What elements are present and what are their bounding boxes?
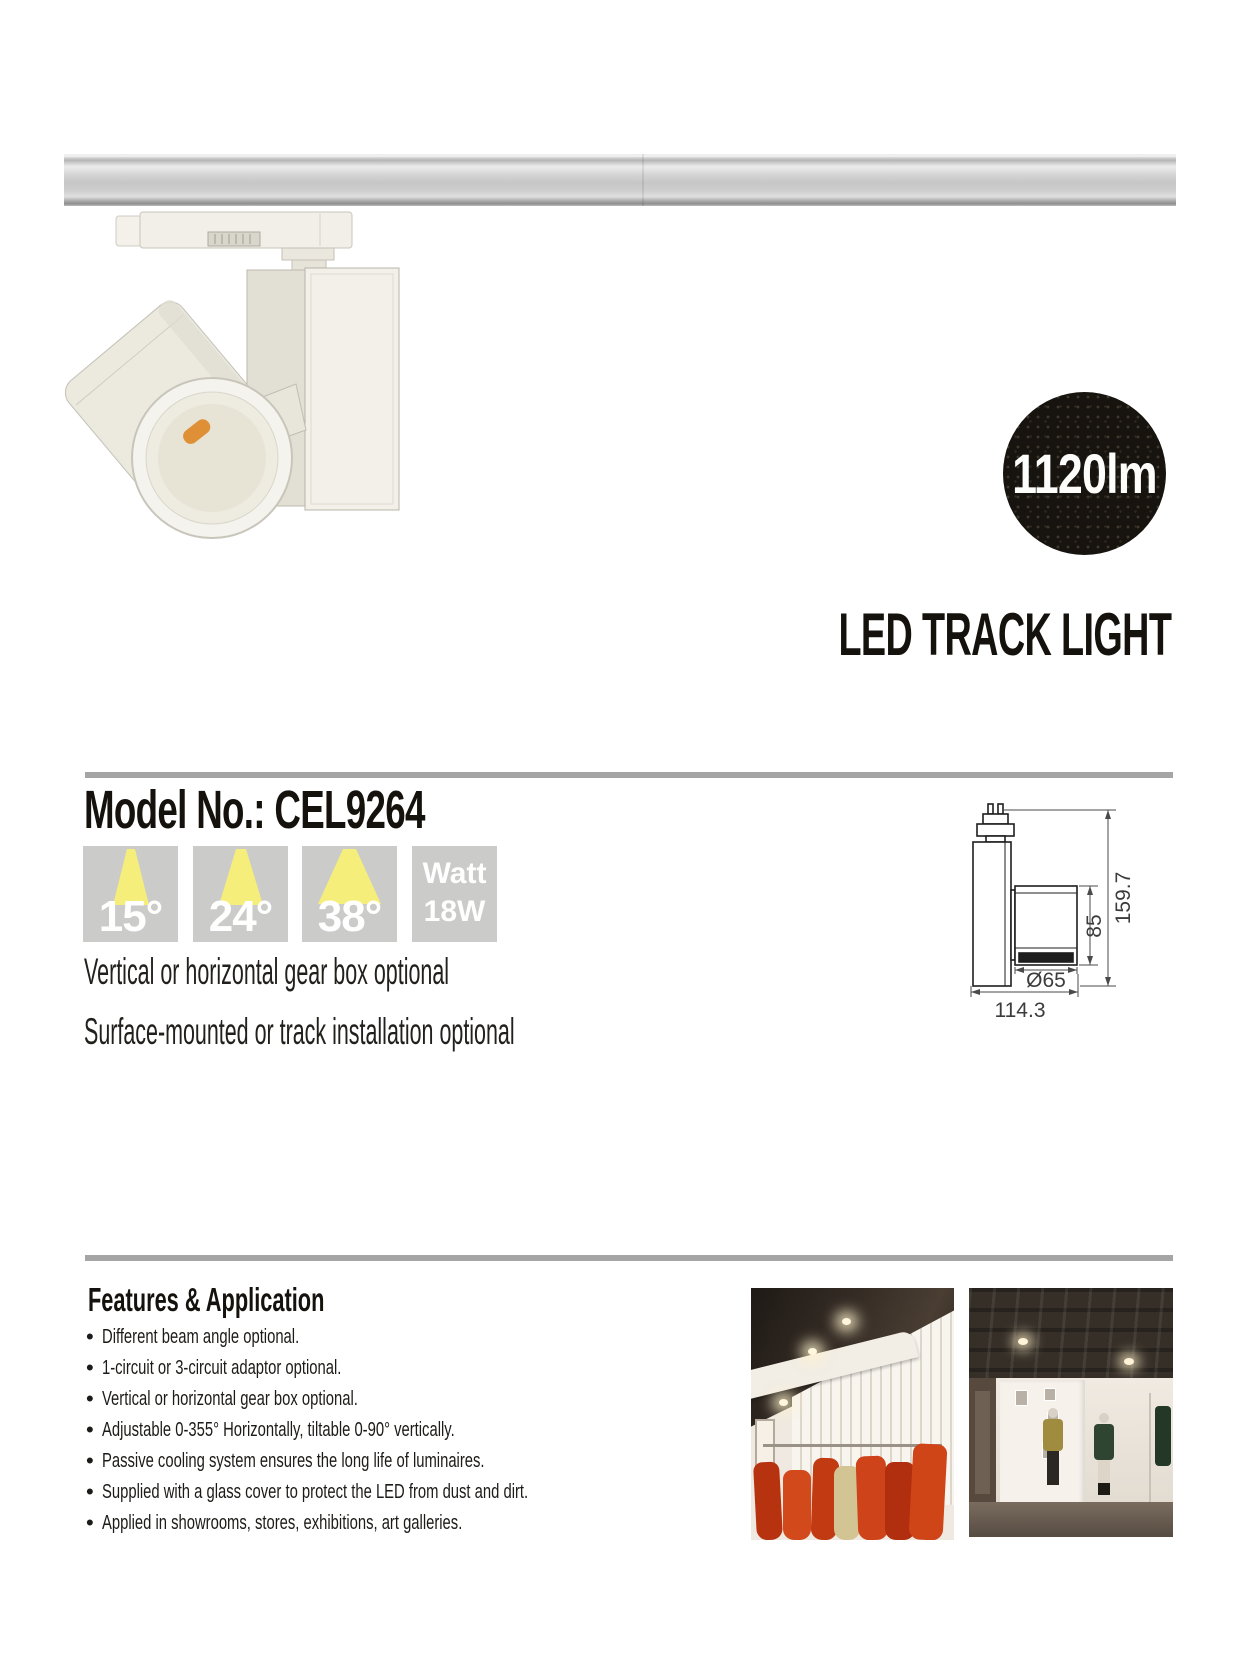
drawing-adapter — [988, 804, 993, 814]
coat-shape — [753, 1461, 783, 1540]
dimension-width: 114.3 — [994, 999, 1046, 1022]
coat-shape — [909, 1443, 948, 1540]
option-line-mounting: Surface-mounted or track installation optional — [84, 1011, 515, 1052]
lumen-value: 1120lm — [1012, 442, 1157, 505]
coat-shape — [783, 1470, 811, 1540]
lumen-badge — [1003, 392, 1166, 555]
dimension-diameter: Ø65 — [1026, 969, 1066, 992]
photo-coat-row — [751, 1439, 954, 1540]
frosted-lens — [158, 404, 266, 512]
gear-box — [305, 268, 399, 510]
track-adapter-tab — [116, 216, 142, 246]
feature-item: • 1-circuit or 3-circuit adaptor optional. — [86, 1353, 746, 1383]
feature-list — [86, 1322, 746, 1539]
coat-shape — [855, 1456, 888, 1540]
photo-floor-shape — [969, 1502, 1173, 1537]
section-divider — [85, 772, 1173, 778]
section-divider — [85, 1255, 1173, 1261]
feature-item: • Supplied with a glass cover to protect the LED from dust and dirt. — [86, 1477, 746, 1507]
page-title: LED TRACK LIGHT — [838, 601, 1171, 668]
dimension-drawing — [898, 790, 1168, 1035]
beam-angle-label: 24° — [208, 892, 273, 941]
feature-item: • Vertical or horizontal gear box optional. — [86, 1384, 746, 1414]
photo-doorway-shape — [969, 1378, 996, 1507]
option-line-gearbox: Vertical or horizontal gear box optional — [84, 951, 450, 992]
photo-ceiling-shape — [969, 1288, 1173, 1378]
feature-item: • Adjustable 0-355° Horizontally, tiltable 0-90° vertically. — [86, 1415, 746, 1445]
model-number-heading: Model No.: CEL9264 — [84, 780, 425, 840]
features-heading: Features & Application — [88, 1281, 325, 1318]
beam-angle-label: 15° — [98, 892, 163, 941]
wattage-badge — [412, 846, 497, 942]
application-photo-gallery — [969, 1288, 1173, 1537]
adapter-collar — [282, 248, 334, 260]
dimension-total-height: 159.7 — [1112, 871, 1135, 925]
beam-angle-label: 38° — [317, 892, 382, 941]
application-photo-showroom — [751, 1288, 954, 1540]
watt-title: Watt — [422, 857, 487, 890]
watt-value: 18W — [423, 895, 486, 928]
dimension-head-height: 85 — [1083, 914, 1106, 938]
product-photo-track-light — [60, 190, 480, 540]
feature-item: • Applied in showrooms, stores, exhibitions, art galleries. — [86, 1508, 746, 1538]
picture-frame-shape — [1044, 1388, 1056, 1401]
feature-item: • Different beam angle optional. — [86, 1322, 746, 1352]
spotlight-glow — [1018, 1338, 1028, 1345]
mannequin-shape — [1040, 1408, 1066, 1504]
beam-angle-badge-38 — [302, 846, 397, 942]
beam-angle-badge-15 — [83, 846, 178, 942]
beam-angle-badge-24 — [193, 846, 288, 942]
mannequin-shape — [1091, 1413, 1117, 1509]
spotlight-glow — [1124, 1358, 1134, 1365]
picture-frame-shape — [1015, 1390, 1028, 1406]
adapter-dial — [208, 232, 260, 246]
photo-rack-shape — [1149, 1393, 1173, 1503]
feature-item: • Passive cooling system ensures the long life of luminaires. — [86, 1446, 746, 1476]
